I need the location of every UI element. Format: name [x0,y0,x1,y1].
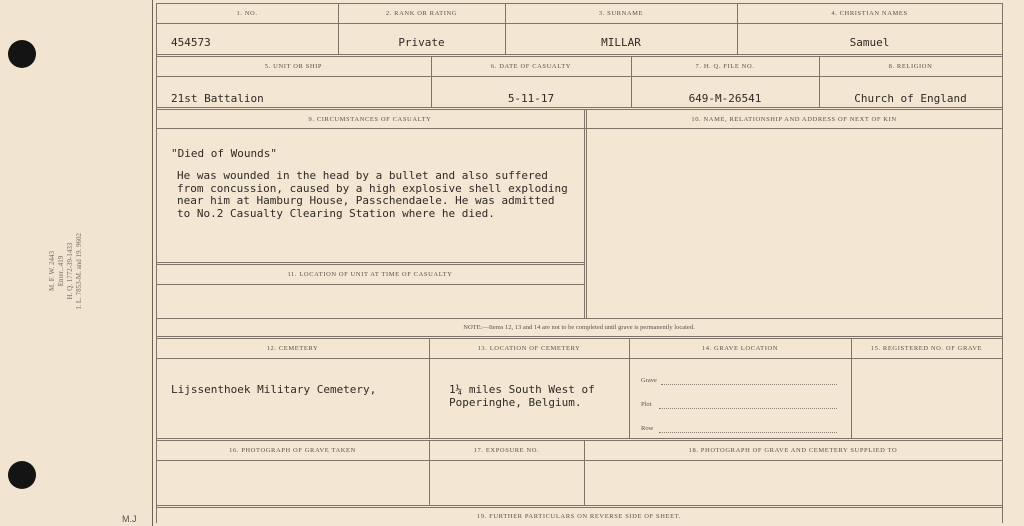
photo-supplied-label: 18. PHOTOGRAPH OF GRAVE AND CEMETERY SUPPLIED TO [688,447,898,454]
side-text-line: Enter...419 [57,255,65,287]
surname-label: 3. SURNAME [598,10,644,17]
binder-hole-bottom [8,461,36,489]
circumstances-heading: "Died of Wounds" [171,147,277,160]
location-of-unit-label: 11. LOCATION OF UNIT AT TIME OF CASUALTY [287,271,453,278]
further-particulars-label: 19. FURTHER PARTICULARS ON REVERSE SIDE OF SHEET. [477,513,681,520]
registered-no-label: 15. REGISTERED NO. OF GRAVE [870,345,983,352]
religion-label: 8. RELIGION [888,63,933,70]
location-of-cemetery-line2: Poperinghe, Belgium. [449,396,582,409]
rank-value: Private [398,36,445,49]
side-text-line: H. Q. 1772-39-1433 [66,242,74,300]
grave-field-label: Grave [641,377,657,384]
location-of-cemetery-label: 13. LOCATION OF CEMETERY [477,345,581,352]
plot-field-label: Plot [641,401,652,408]
side-text-line: M. F. W. 2443 [48,251,56,291]
next-of-kin-label: 10. NAME, RELATIONSHIP AND ADDRESS OF NEXT OF KIN [691,116,897,123]
footer-mark: M.J [122,514,137,524]
circumstances-text: He was wounded in the head by a bullet and also suffered from concussion, caused by a high explosive shell exploding near him at Hamburg House, Passchendaele. He was admitted to No.2 Casualty Clearing Station where he died. [177,169,568,220]
row-field-line [659,432,837,433]
grave-field-line [661,384,837,385]
service-number: 454573 [171,36,211,49]
date-of-casualty-label: 6. DATE OF CASUALTY [490,63,572,70]
hq-file-label: 7. H. Q. FILE NO. [695,63,755,70]
completion-note: NOTE:—Items 12, 13 and 14 are not to be completed until grave is permanently located. [463,324,695,331]
photo-taken-label: 16. PHOTOGRAPH OF GRAVE TAKEN [229,447,356,454]
plot-field-line [659,408,837,409]
surname-value: MILLAR [601,36,641,49]
location-of-cemetery-line1: 1¼ miles South West of [449,383,595,396]
rank-label: 2. RANK OR RATING [385,10,458,17]
no-label: 1. NO. [236,10,258,17]
exposure-no-label: 17. EXPOSURE NO. [473,447,540,454]
grave-location-label: 14. GRAVE LOCATION [701,345,779,352]
unit-value: 21st Battalion [171,92,264,105]
side-text-line: I. L. 7853-M. and 19. 9602 [75,232,83,310]
religion-value: Church of England [854,92,967,105]
unit-label: 5. UNIT OR SHIP [264,63,323,70]
date-of-casualty-value: 5-11-17 [507,92,555,105]
row-field-label: Row [641,425,654,432]
cemetery-label: 12. CEMETERY [266,345,319,352]
casualty-form [152,0,1023,526]
hq-file-value: 649-M-26541 [688,92,762,105]
side-reference-text [48,161,84,381]
christian-names-label: 4. CHRISTIAN NAMES [831,10,908,17]
christian-names-value: Samuel [849,36,890,49]
circumstances-label: 9. CIRCUMSTANCES OF CASUALTY [308,116,432,123]
binder-hole-top [8,40,36,68]
cemetery-value: Lijssenthoek Military Cemetery, [171,383,377,396]
